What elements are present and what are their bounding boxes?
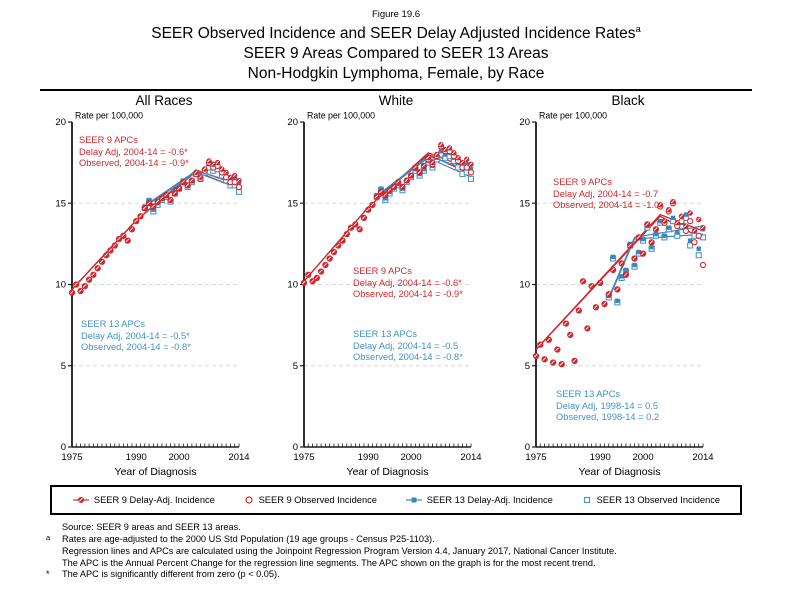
seer9-observed-point (464, 165, 469, 170)
x-tick-label: 1990 (589, 452, 611, 464)
legend (50, 485, 742, 515)
blue-open-square-icon (581, 495, 593, 505)
apc-observed-value: Observed, 2004-14 = -0.9* (79, 158, 189, 169)
seer9-observed-point (236, 185, 241, 190)
seer13-delay-point (654, 232, 658, 236)
apc-observed-value: Observed, 1998-14 = 0.2 (556, 412, 660, 423)
apc-delay-value: Delay Adj, 2004-14 = -0.7 (553, 188, 659, 199)
legend-item-seer13-delay (405, 495, 553, 505)
panel-title-white: White (378, 93, 414, 109)
y-tick-label: 0 (60, 442, 66, 454)
x-axis-title: Year of Diagnosis (578, 466, 661, 479)
y-tick-label: 20 (519, 117, 530, 129)
seer13-delay-point (624, 268, 628, 272)
seer9-observed-trend-line (72, 172, 239, 290)
apc-heading: SEER 13 APCs (353, 329, 418, 340)
seer9-delay-trend-line (304, 153, 471, 281)
x-axis-title: Year of Diagnosis (346, 466, 429, 479)
legend-label: SEER 9 Delay-Adj. Incidence (93, 495, 215, 506)
seer9-observed-point (688, 219, 693, 224)
footnotes (46, 522, 792, 581)
note-marker (46, 546, 62, 558)
legend-item-seer9-delay (72, 495, 215, 505)
seer9-observed-point (468, 170, 473, 175)
red-open-circle-icon (243, 495, 255, 505)
y-tick-label: 0 (292, 442, 298, 454)
title-line-2: SEER 9 Areas Compared to SEER 13 Areas (243, 45, 549, 63)
y-tick-label: 5 (292, 361, 298, 373)
panel-title-all-races: All Races (135, 93, 193, 109)
title-line-3: Non-Hodgkin Lymphoma, Female, by Race (247, 65, 545, 83)
x-tick-label: 1975 (525, 452, 547, 464)
note-marker: a (46, 532, 51, 542)
x-tick-label: 2014 (460, 452, 482, 464)
y-tick-label: 10 (519, 279, 530, 291)
y-axis-title: Rate per 100,000 (539, 110, 607, 121)
x-tick-label: 2000 (400, 452, 422, 464)
legend-label: SEER 13 Delay-Adj. Incidence (426, 495, 553, 506)
x-tick-label: 1975 (293, 452, 315, 464)
seer9-apc-annotation (553, 177, 659, 212)
x-tick-label: 2014 (228, 452, 250, 464)
note-text: The APC is the Annual Percent Change for the regression line segments. The APC shown on the graph is for the most recent trend. (62, 557, 596, 568)
footnote-a (46, 534, 792, 546)
panel-title-black: Black (611, 93, 645, 109)
title-line-1: SEER Observed Incidence and SEER Delay Adjusted Incidence Rates$^a$ (151, 24, 641, 43)
y-tick-label: 5 (60, 361, 66, 373)
charts-row (0, 92, 792, 482)
panel-white (280, 92, 512, 482)
y-tick-label: 20 (55, 117, 66, 129)
seer9-observed-point (696, 233, 701, 238)
apc-delay-value: Delay Adj, 2004-14 = -0.5 (353, 340, 459, 351)
x-axis-title: Year of Diagnosis (114, 466, 197, 479)
seer13-delay-point (671, 216, 675, 220)
seer9-observed-point (692, 240, 697, 245)
legend-item-seer9-observed (243, 495, 377, 505)
seer9-observed-trend-line (304, 155, 471, 282)
seer13-delay-point (611, 255, 615, 259)
seer13-delay-point (697, 247, 701, 251)
apc-delay-value: Delay Adj, 2004-14 = -0.6* (79, 146, 188, 157)
seer9-observed-point (700, 263, 705, 268)
figure-number: Figure 19.6 (371, 9, 421, 20)
note-marker (46, 558, 62, 570)
x-tick-label: 2000 (632, 452, 654, 464)
legend-label: SEER 13 Observed Incidence (596, 495, 721, 506)
seer9-delay-trend-line (72, 170, 239, 289)
seer13-apc-annotation (353, 329, 463, 364)
red-filled-circle-line-icon (72, 495, 90, 505)
chart-black (512, 110, 744, 482)
seer13-apc-annotation (556, 389, 659, 424)
y-axis-title: Rate per 100,000 (75, 110, 143, 121)
seer13-delay-point (632, 263, 636, 267)
x-tick-label: 2014 (692, 452, 714, 464)
seer9-observed-point (683, 228, 688, 233)
apc-observed-value: Observed, 2004-14 = -0.9* (353, 289, 463, 300)
x-tick-label: 1990 (357, 452, 379, 464)
seer13-apc-annotation (81, 319, 191, 354)
seer13-delay-point (667, 226, 671, 230)
note-text: Rates are age-adjusted to the 2000 US Std Population (19 age groups - Census P25-1103). (62, 533, 435, 544)
note-text: Regression lines and APCs are calculated using the Joinpoint Regression Program Version 4.4, January 2017, National Cancer Institute. (62, 545, 617, 556)
seer9-apc-annotation (353, 266, 463, 301)
apc-heading: SEER 13 APCs (556, 389, 621, 400)
legend-item-seer13-observed (581, 495, 721, 505)
footnote-significance (46, 569, 792, 581)
seer13-delay-point (662, 234, 666, 238)
seer13-delay-point (615, 299, 619, 303)
footnote-ref-a: a (635, 24, 641, 35)
note-text: Source: SEER 9 areas and SEER 13 areas. (62, 522, 241, 533)
legend-label: SEER 9 Observed Incidence (258, 495, 377, 506)
apc-heading: SEER 13 APCs (81, 319, 146, 330)
seer13-observed-point (469, 177, 474, 182)
panel-all-races (48, 92, 280, 482)
y-tick-label: 10 (287, 279, 298, 291)
blue-filled-square-line-icon (405, 495, 423, 505)
footnote-apc-definition (46, 558, 792, 570)
panel-black (512, 92, 744, 482)
footnote-regression (46, 546, 792, 558)
apc-heading: SEER 9 APCs (553, 177, 612, 188)
y-tick-label: 5 (524, 361, 530, 373)
y-axis-title: Rate per 100,000 (307, 110, 375, 121)
note-text: The APC is significantly different from zero (p < 0.05). (62, 569, 280, 580)
apc-delay-value: Delay Adj, 1998-14 = 0.5 (556, 400, 659, 411)
apc-heading: SEER 9 APCs (79, 135, 138, 146)
y-tick-label: 15 (287, 198, 298, 210)
y-tick-label: 20 (287, 117, 298, 129)
y-tick-label: 10 (55, 279, 66, 291)
apc-observed-value: Observed, 2004-14 = -0.8* (353, 352, 463, 363)
seer13-delay-point (649, 245, 653, 249)
x-tick-label: 2000 (168, 452, 190, 464)
title-divider (40, 89, 752, 91)
apc-observed-value: Observed, 2004-14 = -1.0 (553, 200, 660, 211)
y-tick-label: 0 (524, 442, 530, 454)
note-marker: * (46, 569, 50, 580)
seer13-delay-point (684, 213, 688, 217)
y-tick-label: 15 (55, 198, 66, 210)
seer13-observed-point (696, 253, 701, 258)
y-tick-label: 15 (519, 198, 530, 210)
seer13-delay-point (675, 230, 679, 234)
apc-observed-value: Observed, 2004-14 = -0.8* (81, 342, 191, 353)
apc-heading: SEER 9 APCs (353, 266, 412, 277)
apc-delay-value: Delay Adj, 2004-14 = -0.6* (353, 277, 462, 288)
x-tick-label: 1975 (61, 452, 83, 464)
chart-title (0, 20, 792, 84)
x-tick-label: 1990 (125, 452, 147, 464)
source-note (46, 522, 792, 534)
seer9-apc-annotation (79, 135, 189, 170)
apc-delay-value: Delay Adj, 2004-14 = -0.5* (81, 330, 190, 341)
